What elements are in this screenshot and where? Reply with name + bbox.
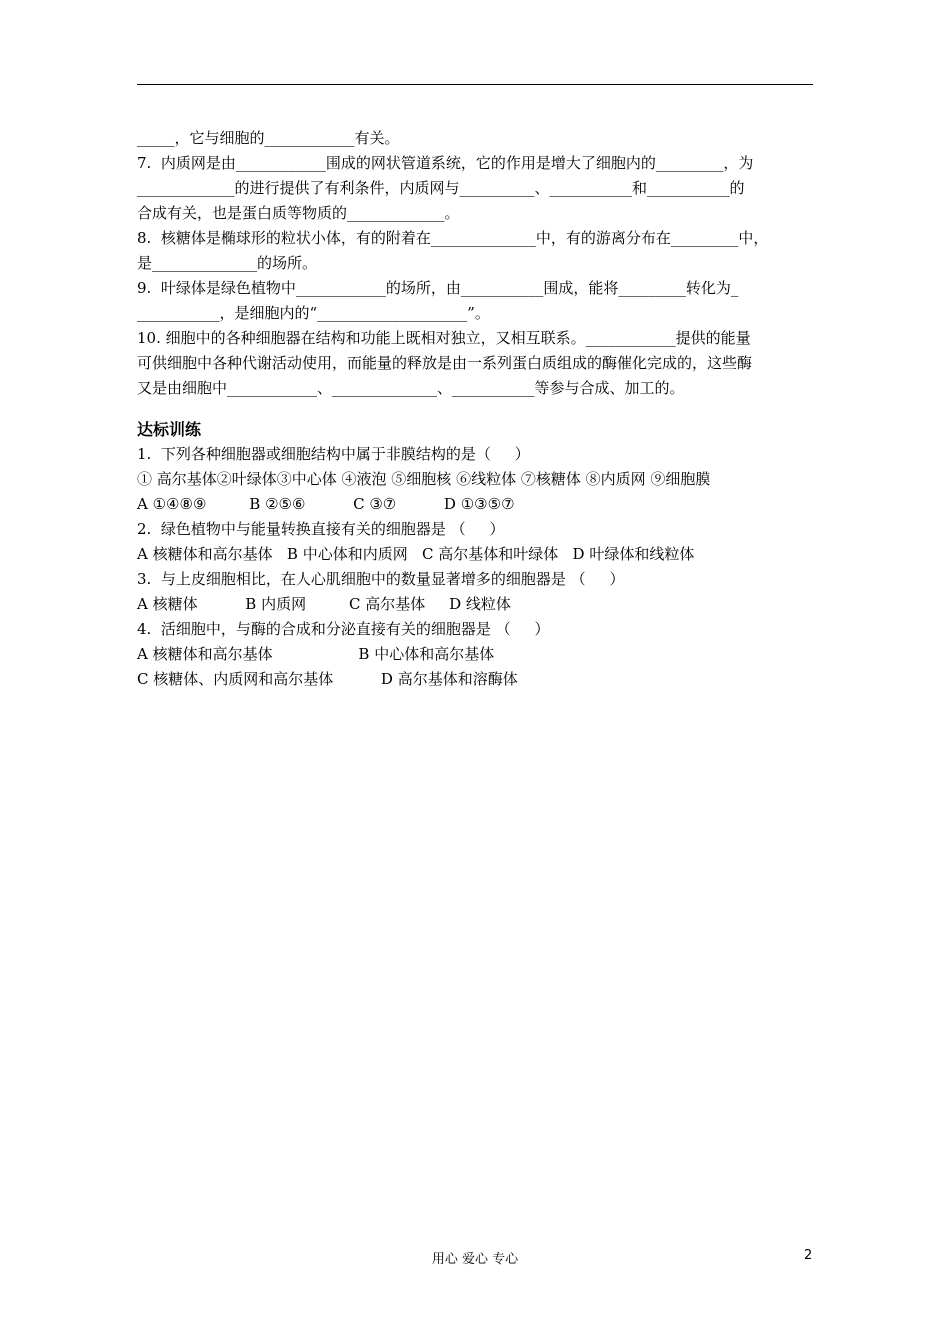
question-9: 9. 叶绿体是绿色植物中____________的场所，由___________围成，能将_________转化为_ <box>137 279 739 297</box>
header-rule <box>137 84 813 85</box>
mcq-2-options: A 核糖体和高尔基体 B 中心体和内质网 C 高尔基体和叶绿体 D 叶绿体和线粒体 <box>137 545 695 563</box>
mcq-1-options: A ①④⑧⑨ B ②⑤⑥ C ③⑦ D ①③⑤⑦ <box>137 495 515 513</box>
mcq-4-options: C 核糖体、内质网和高尔基体 D 高尔基体和溶酶体 <box>137 670 518 688</box>
question-7: 7. 内质网是由____________围成的网状管道系统，它的作用是增大了细胞内的_________，为 <box>137 154 754 172</box>
footer-motto: 用心 爱心 专心 <box>431 1252 519 1267</box>
mcq-1-stem: 1. 下列各种细胞器或细胞结构中属于非膜结构的是（ ） <box>137 445 530 463</box>
text-line: 合成有关，也是蛋白质等物质的_____________。 <box>137 204 460 222</box>
mcq-3-options: A 核糖体 B 内质网 C 高尔基体 D 线粒体 <box>137 595 511 613</box>
mcq-1-items: ① 高尔基体②叶绿体③中心体 ④液泡 ⑤细胞核 ⑥线粒体 ⑦核糖体 ⑧内质网 ⑨细胞膜 <box>137 470 711 488</box>
mcq-2-stem: 2. 绿色植物中与能量转换直接有关的细胞器是 （ ） <box>137 520 505 538</box>
mcq-4-options: A 核糖体和高尔基体 B 中心体和高尔基体 <box>137 645 495 663</box>
text-line: 又是由细胞中____________、______________、___________等参与合成、加工的。 <box>137 379 685 397</box>
question-8: 8. 核糖体是椭球形的粒状小体，有的附着在______________中，有的游离分布在_________中， <box>137 229 769 247</box>
text-line: _____，它与细胞的____________有关。 <box>137 129 400 147</box>
text-line: 是______________的场所。 <box>137 254 318 272</box>
section-title: 达标训练 <box>137 420 202 439</box>
text-line: _____________的进行提供了有利条件，内质网与__________、___________和___________的 <box>137 179 745 197</box>
page-content <box>137 126 817 692</box>
mcq-4-stem: 4. 活细胞中，与酶的合成和分泌直接有关的细胞器是 （ ） <box>137 620 550 638</box>
mcq-3-stem: 3. 与上皮细胞相比，在人心肌细胞中的数量显著增多的细胞器是 （ ） <box>137 570 625 588</box>
text-line: 可供细胞中各种代谢活动使用，而能量的释放是由一系列蛋白质组成的酶催化完成的，这些酶 <box>137 354 753 372</box>
page-number: 2 <box>804 1248 813 1263</box>
question-10: 10. 细胞中的各种细胞器在结构和功能上既相对独立，又相互联系。____________提供的能量 <box>137 329 751 347</box>
text-line: ___________，是细胞内的“____________________”。 <box>137 304 490 322</box>
